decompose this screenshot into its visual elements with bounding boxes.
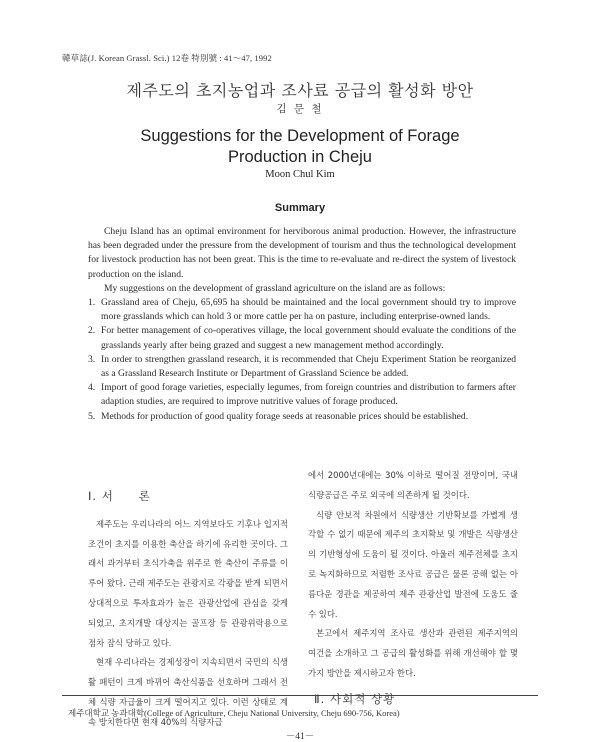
suggestion-number: 3.: [88, 353, 96, 365]
summary-paragraph-1: Cheju Island has an optimal environment for herviborous animal production. However, the infrastructure has been degraded under the pressure from the development of tourism and thus the technological development for livestock production has not been great. This is the time to re-evaluate and re-direct the system of livestock production on the island.: [88, 226, 516, 280]
summary-heading: Summary: [274, 202, 326, 214]
suggestion-item-1: [88, 296, 516, 324]
suggestion-number: 1.: [88, 297, 96, 309]
suggestion-text: Grassland area of Cheju, 65,695 ha should be maintained and the local government should try to improve more grasslands which can hold 3 or more cattle per ha on pasture, including enterprise-owned lands.: [101, 297, 516, 323]
summary-paragraph-2: My suggestions on the development of grassland agriculture on the island are as follows:: [104, 282, 446, 294]
author-english: Moon Chul Kim: [265, 169, 335, 180]
suggestion-text: In order to strengthen grassland research, it is recommended that Cheju Experiment Station be reorganized as a Grassland Research Institute or Department of Grassland Science be added.: [101, 353, 516, 380]
intro-paragraph-1: 제주도는 우리나라의 어느 지역보다도 기후나 입지적 조건이 초지를 이용한 축산을 하기에 유리한 곳이다. 그래서 과거부터 초식가축을 위주로 한 축산이 주류를 이루어 왔다. 근래 제주도는 관광지로 각광을 받게 되면서 상대적으로 투자효과가 높은 관광산업에 관심을 갖게 되었고, 초지개발 대상지는 골프장 등 관광위락용으로 점차 잠식 당하고 있다.: [88, 518, 288, 648]
section-1-heading: Ⅰ. 서 론: [88, 489, 151, 503]
author-korean: 김 문 철: [276, 103, 324, 115]
suggestion-item-3: [88, 353, 516, 381]
suggestion-item-2: [88, 324, 516, 352]
intro-paragraph-2: 현재 우리나라는 경제성장이 지속되면서 국민의 식생활 패턴이 크게 바뀌어 축산식품을 선호하며 그래서 전체 식량 자급율이 크게 떨어지고 있다. 이런 상태로 계속 방치한다면 현재 40%의 식량자급: [88, 657, 288, 727]
suggestion-list: [88, 296, 516, 424]
title-english-line2: Production in Cheju: [227, 148, 372, 166]
suggestion-number: 2.: [88, 325, 96, 337]
journal-header: 韓草誌(J. Korean Grassl. Sci.) 12卷 特別號 : 41～47, 1992: [62, 53, 272, 63]
suggestion-text: Import of good forage varieties, especially legumes, from foreign countries and distribution to farmers after adaption studies, are required to improve nutritive values of forage produced.: [101, 382, 516, 408]
suggestion-item-4: [88, 381, 516, 409]
page-number: －41－: [285, 732, 315, 742]
section-2-heading: Ⅱ. 사회적 상황: [314, 691, 396, 706]
summary-abstract: [88, 225, 516, 424]
suggestion-text: Methods for production of good quality forage seeds at reasonable prices should be established.: [101, 410, 469, 422]
right-paragraph-2: 식량 안보적 차원에서 식량생산 기반확보를 가볍게 생각할 수 없기 때문에 제주의 초지확보 및 개발은 식량생산의 기반형성에 도움이 될 것이다. 아울러 제주전체를 초지로 녹지화하므로 저렴한 조사료 공급은 물론 공해 없는 아름다운 경관을 제공하여 제주 관광산업 발전에 도움도 줄 수 있다.: [308, 509, 518, 619]
title-english: [0, 126, 600, 168]
title-korean: 제주도의 초지농업과 조사료 공급의 활성화 방안: [126, 81, 474, 100]
suggestion-number: 4.: [88, 382, 96, 394]
footnote-rule: [62, 695, 538, 696]
suggestion-item-5: [88, 410, 516, 424]
affiliation-footnote: 제주대학교 농과대학(College of Agriculture, Cheju National University, Cheju 690-756, Korea): [68, 708, 400, 718]
title-english-line1: Suggestions for the Development of Forage: [140, 127, 460, 145]
right-paragraph-3: 본고에서 제주지역 조사료 생산과 관련된 제주지역의 여건을 소개하고 그 공급의 활성화를 위해 개선해야 할 몇가지 방안을 제시하고자 한다.: [308, 628, 518, 678]
suggestion-number: 5.: [88, 410, 96, 422]
right-column: [308, 466, 518, 710]
right-paragraph-1: 에서 2000년대에는 30% 이하로 떨어질 전망이며, 국내 식량공급은 주로 외국에 의존하게 될 것이다.: [308, 470, 518, 500]
suggestion-text: For better management of co-operatives village, the local government should evaluate the conditions of the grasslands yearly after being grazed and suggest a new management method accordingly.: [101, 325, 516, 351]
